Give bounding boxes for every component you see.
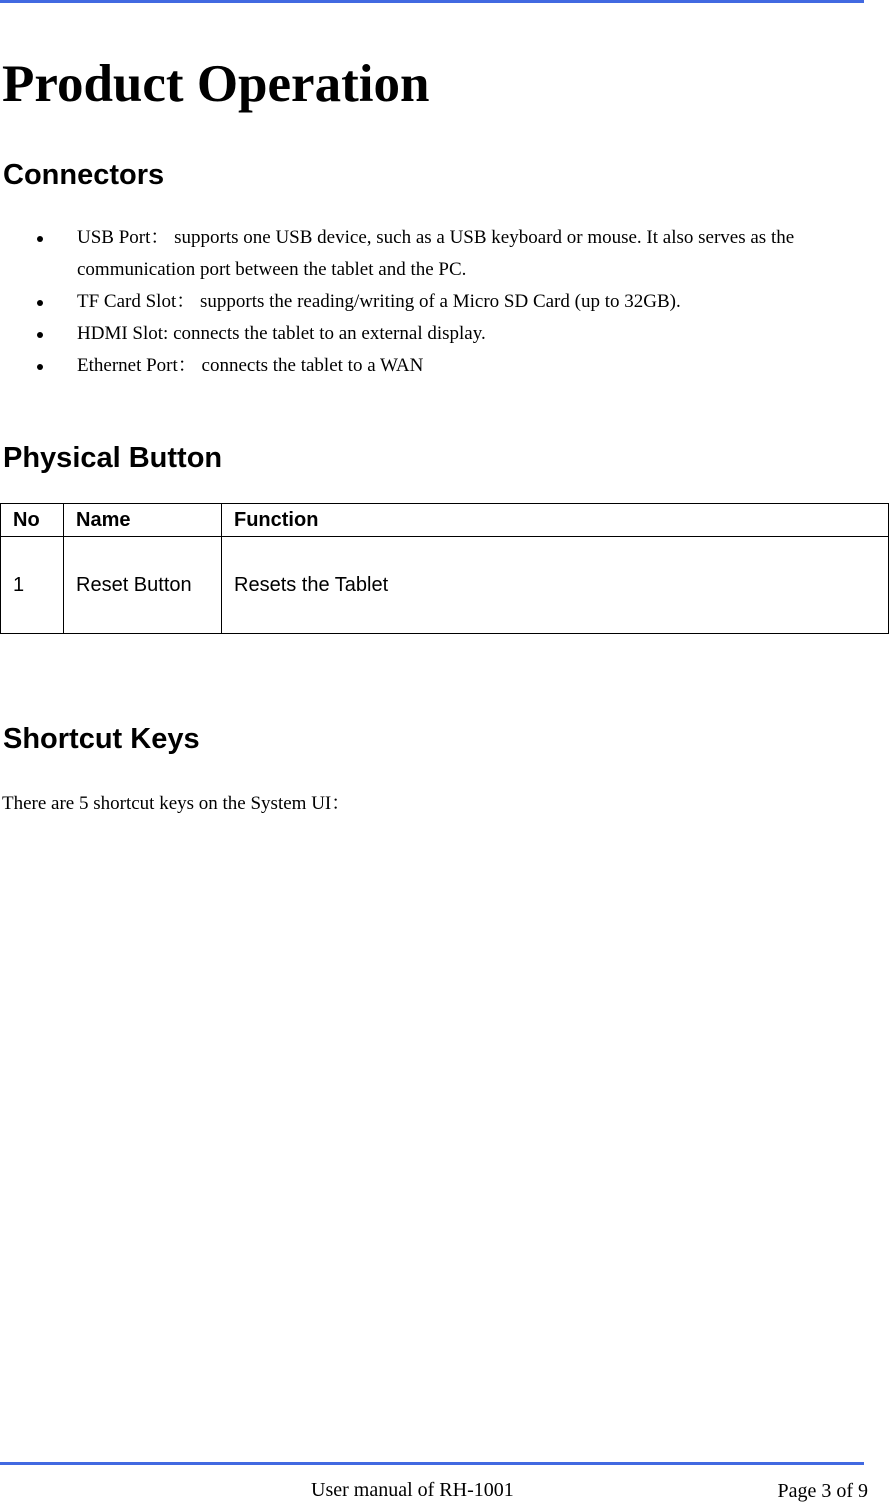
footer-title: User manual of RH-1001 <box>311 1479 514 1501</box>
physical-button-table <box>0 503 889 634</box>
connectors-heading: Connectors <box>3 159 165 191</box>
list-item <box>0 318 871 350</box>
list-item <box>0 350 871 382</box>
shortcut-keys-heading: Shortcut Keys <box>3 723 200 755</box>
header-name: Name <box>64 504 222 537</box>
header-rule <box>0 0 864 3</box>
header-function: Function <box>222 504 889 537</box>
bullet-icon <box>37 364 43 370</box>
list-item <box>0 222 871 286</box>
connector-usb-text: USB Port： supports one USB device, such as a USB keyboard or mouse. It also serves as the communication port between the tablet and the PC. <box>77 227 795 280</box>
shortcut-keys-text: There are 5 shortcut keys on the System UI： <box>2 793 351 814</box>
connectors-list <box>0 222 880 382</box>
footer-rule <box>0 1462 864 1465</box>
footer-page-number: Page 3 of 9 <box>777 1480 868 1502</box>
cell-name: Reset Button <box>64 537 222 634</box>
table-row <box>1 537 889 634</box>
cell-no: 1 <box>1 537 64 634</box>
page-title: Product Operation <box>2 55 430 113</box>
cell-function: Resets the Tablet <box>222 537 889 634</box>
header-no: No <box>1 504 64 537</box>
connector-ethernet-text: Ethernet Port： connects the tablet to a WAN <box>77 355 424 376</box>
list-item <box>0 286 871 318</box>
bullet-icon <box>37 300 43 306</box>
table-header-row <box>1 504 889 537</box>
connector-tf-text: TF Card Slot： supports the reading/writing of a Micro SD Card (up to 32GB). <box>77 291 681 312</box>
connector-hdmi-text: HDMI Slot: connects the tablet to an external display. <box>77 323 486 344</box>
physical-button-heading: Physical Button <box>3 442 223 474</box>
bullet-icon <box>37 236 43 242</box>
bullet-icon <box>37 332 43 338</box>
